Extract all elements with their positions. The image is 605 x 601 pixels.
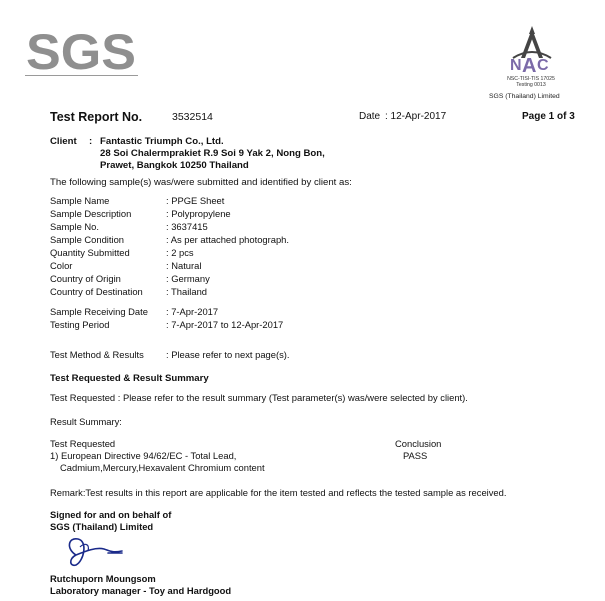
sample-name-value: : PPGE Sheet xyxy=(166,195,225,206)
client-colon: : xyxy=(89,136,93,147)
sample-no-value: : 3637415 xyxy=(166,221,208,232)
svg-text:A: A xyxy=(522,55,537,74)
sample-name-label: Sample Name xyxy=(50,195,110,206)
date-label: Date xyxy=(359,111,381,122)
receiving-date-value: : 7-Apr-2017 xyxy=(166,306,219,317)
signer-name: Rutchuporn Moungsom xyxy=(50,573,156,584)
origin-label: Country of Origin xyxy=(50,273,121,284)
quantity-label: Quantity Submitted xyxy=(50,247,130,258)
remark-text: Remark:Test results in this report are applicable for the item tested and reflects the tested sample as received. xyxy=(50,487,507,498)
summary-heading: Test Requested & Result Summary xyxy=(50,373,209,384)
client-address-line1: 28 Soi Chalermprakiet R.9 Soi 9 Yak 2, Nong Bon, xyxy=(100,148,325,159)
sample-description-label: Sample Description xyxy=(50,208,132,219)
test-method-value: : Please refer to next page(s). xyxy=(166,349,290,360)
result-item-line2: Cadmium,Mercury,Hexavalent Chromium content xyxy=(60,462,265,473)
accreditation-line2: Testing 0013 xyxy=(516,82,546,88)
signed-line1: Signed for and on behalf of xyxy=(50,509,172,520)
conclusion-header: Conclusion xyxy=(395,438,442,449)
origin-value: : Germany xyxy=(166,273,210,284)
destination-label: Country of Destination xyxy=(50,286,143,297)
logo-text: SGS xyxy=(26,28,136,74)
report-title: Test Report No. xyxy=(50,110,143,124)
svg-text:N: N xyxy=(510,57,522,74)
test-requested-header: Test Requested xyxy=(50,438,116,449)
sample-condition-label: Sample Condition xyxy=(50,234,125,245)
result-conclusion: PASS xyxy=(403,450,428,461)
report-date: : 12-Apr-2017 xyxy=(385,111,447,122)
client-label: Client xyxy=(50,136,77,147)
signer-title: Laboratory manager - Toy and Hardgood xyxy=(50,585,232,596)
test-requested-line: Test Requested : Please refer to the result summary (Test parameter(s) was/were selected by client). xyxy=(50,392,468,403)
destination-value: : Thailand xyxy=(166,286,208,297)
signed-line2: SGS (Thailand) Limited xyxy=(50,521,154,532)
color-label: Color xyxy=(50,260,73,271)
sample-condition-value: : As per attached photograph. xyxy=(166,234,290,245)
testing-period-label: Testing Period xyxy=(50,319,110,330)
accreditation-mark-icon xyxy=(503,24,561,74)
color-value: : Natural xyxy=(166,260,202,271)
logo-divider xyxy=(25,75,138,76)
receiving-date-label: Sample Receiving Date xyxy=(50,306,148,317)
client-address-line2: Prawet, Bangkok 10250 Thailand xyxy=(100,160,249,171)
test-method-label: Test Method & Results xyxy=(50,349,144,360)
testing-period-value: : 7-Apr-2017 to 12-Apr-2017 xyxy=(166,319,284,330)
accreditation-line1: NSC-TISI-TIS 17025 xyxy=(507,76,555,82)
sample-no-label: Sample No. xyxy=(50,221,99,232)
report-number: 3532514 xyxy=(172,111,213,123)
result-summary-label: Result Summary: xyxy=(50,416,122,427)
lab-name: SGS (Thailand) Limited xyxy=(489,93,560,100)
page-indicator: Page 1 of 3 xyxy=(522,111,575,122)
quantity-value: : 2 pcs xyxy=(166,247,194,258)
intro-text: The following sample(s) was/were submitted and identified by client as: xyxy=(50,177,352,188)
result-item-line1: 1) European Directive 94/62/EC - Total Lead, xyxy=(50,450,237,461)
signature-image xyxy=(62,531,132,571)
svg-text:C: C xyxy=(537,57,549,74)
sample-description-value: : Polypropylene xyxy=(166,208,231,219)
sgs-logo xyxy=(26,28,138,74)
client-name: Fantastic Triumph Co., Ltd. xyxy=(100,136,224,147)
